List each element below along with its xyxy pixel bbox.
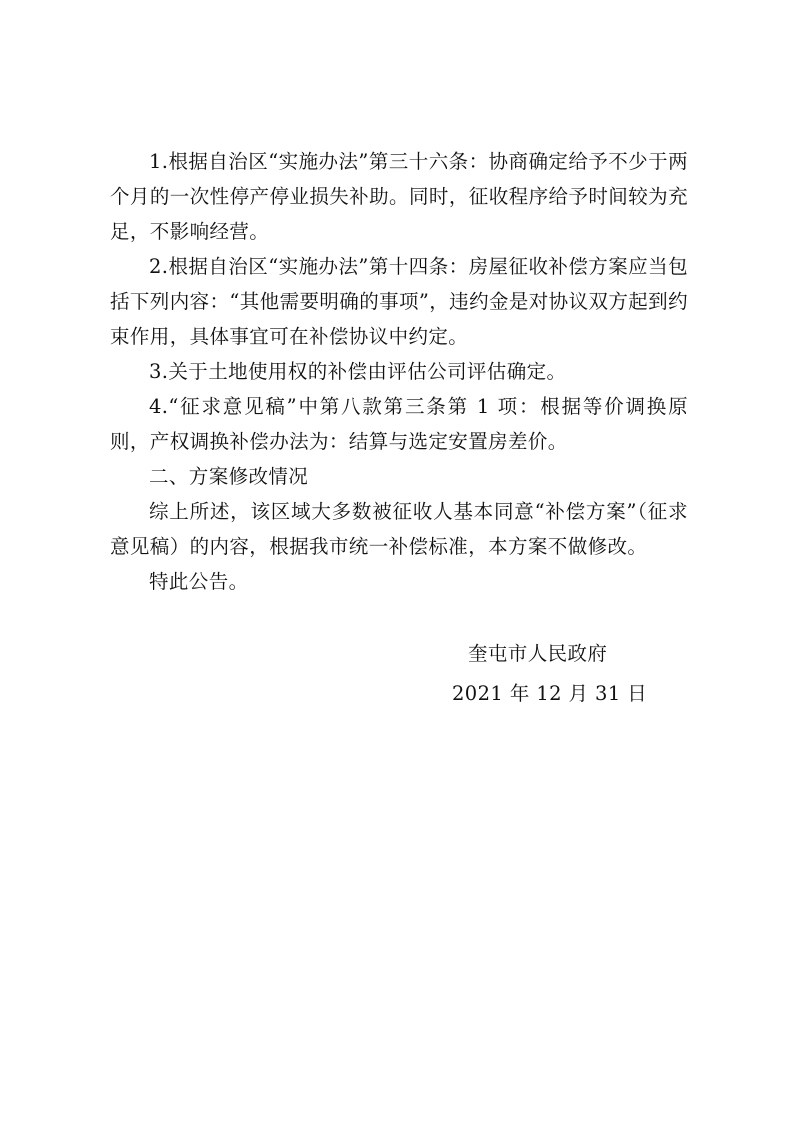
document-body <box>110 144 688 599</box>
issue-date: 2021 年 12 月 31 日 <box>452 682 648 705</box>
paragraph-article-36: 1.根据自治区“实施办法”第三十六条：协商确定给予不少于两个月的一次性停产停业损失补助。同时，征收程序给予时间较为充足，不影响经营。 <box>110 150 688 243</box>
issuing-organization: 奎屯市人民政府 <box>468 642 608 665</box>
paragraph-closing: 特此公告。 <box>149 570 249 593</box>
paragraph-summary: 综上所述，该区域大多数被征收人基本同意“补偿方案”（征求意见稿）的内容，根据我市统一补偿标准，本方案不做修改。 <box>110 500 688 558</box>
paragraph-property-exchange: 4.“征求意见稿”中第八款第三条第 1 项：根据等价调换原则，产权调换补偿办法为：结算与选定安置房差价。 <box>110 395 688 453</box>
paragraph-land-use-rights: 3.关于土地使用权的补偿由评估公司评估确定。 <box>149 360 567 383</box>
paragraph-article-14: 2.根据自治区“实施办法”第十四条：房屋征收补偿方案应当包括下列内容：“其他需要明确的事项”，违约金是对协议双方起到约束作用，具体事宜可在补偿协议中约定。 <box>110 255 688 348</box>
section-heading-plan-revision: 二、方案修改情况 <box>149 465 309 488</box>
